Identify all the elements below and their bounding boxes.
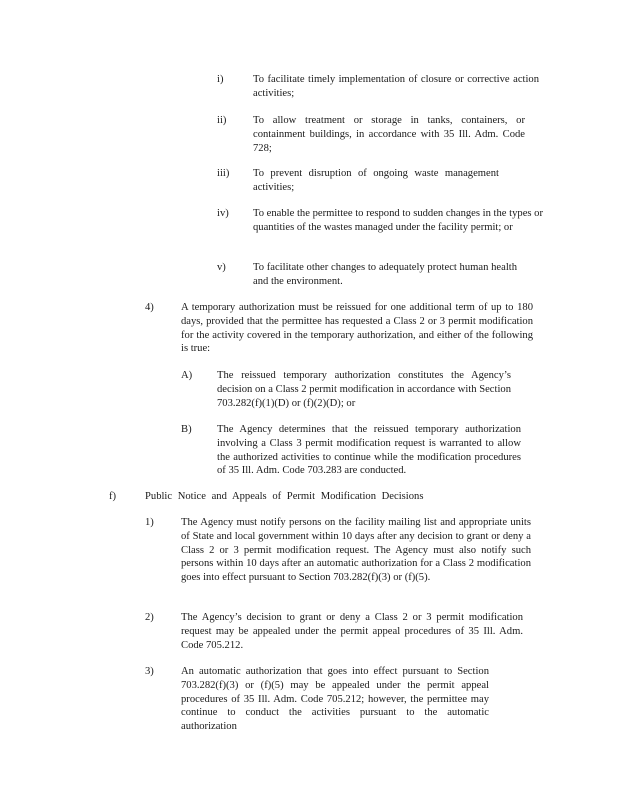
list-marker: iv) bbox=[217, 208, 229, 219]
list-item-text: The Agency’s decision to grant or deny a Class 2 or 3 permit modification request may be appealed under the permit appeal procedures of 35 Ill. Adm. Code 705.212. bbox=[181, 612, 523, 651]
section-marker: f) bbox=[109, 491, 117, 502]
list-item-text: The Agency must notify persons on the facility mailing list and appropriate units of State and local government within 10 days after any decision to grant or deny a Class 2 or 3 permit modification request. The Agency must also notify such persons within 10 days after an automatic authorization for a Class 2 modification goes into effect pursuant to Section 703.282(f)(3) or (f)(5). bbox=[181, 517, 531, 584]
list-item-text: The reissued temporary authorization constitutes the Agency’s decision on a Class 2 permit modification in accordance with Section 703.282(f)(1)(D) or (f)(2)(D); or bbox=[217, 370, 511, 409]
list-item-text: To prevent disruption of ongoing waste management activities; bbox=[253, 168, 499, 193]
list-item-text: To enable the permittee to respond to sudden changes in the types or quantities of the wastes managed under the facility permit; or bbox=[253, 208, 543, 233]
list-item-text: To allow treatment or storage in tanks, containers, or containment buildings, in accordance with 35 Ill. Adm. Code 728; bbox=[253, 115, 525, 154]
list-marker: i) bbox=[217, 74, 224, 85]
list-marker: iii) bbox=[217, 168, 230, 179]
list-item-text: An automatic authorization that goes into effect pursuant to Section 703.282(f)(3) or (f)(5) may be appealed under the permit appeal procedures of 35 Ill. Adm. Code 705.212; however, the permittee may continue to conduct the activities pursuant to the automatic authorization bbox=[181, 666, 489, 733]
list-item-text: To facilitate other changes to adequately protect human health and the environment. bbox=[253, 262, 517, 287]
list-item-text: To facilitate timely implementation of closure or corrective action activities; bbox=[253, 74, 539, 99]
list-item-text: A temporary authorization must be reissued for one additional term of up to 180 days, provided that the permittee has requested a Class 2 or 3 permit modification for the activity covered in the temporary authorization, and either of the following is true: bbox=[181, 302, 533, 355]
list-item-text: The Agency determines that the reissued temporary authorization involving a Class 3 permit modification request is warranted to allow the authorized activities to continue while the modification procedures of 35 Ill. Adm. Code 703.283 are conducted. bbox=[217, 424, 521, 477]
list-marker: v) bbox=[217, 262, 226, 273]
list-marker: 1) bbox=[145, 517, 154, 528]
list-marker: B) bbox=[181, 424, 192, 435]
list-marker: 3) bbox=[145, 666, 154, 677]
list-marker: 2) bbox=[145, 612, 154, 623]
list-marker: 4) bbox=[145, 302, 154, 313]
list-marker: ii) bbox=[217, 115, 227, 126]
list-marker: A) bbox=[181, 370, 193, 381]
section-heading-text: Public Notice and Appeals of Permit Modification Decisions bbox=[145, 491, 424, 502]
